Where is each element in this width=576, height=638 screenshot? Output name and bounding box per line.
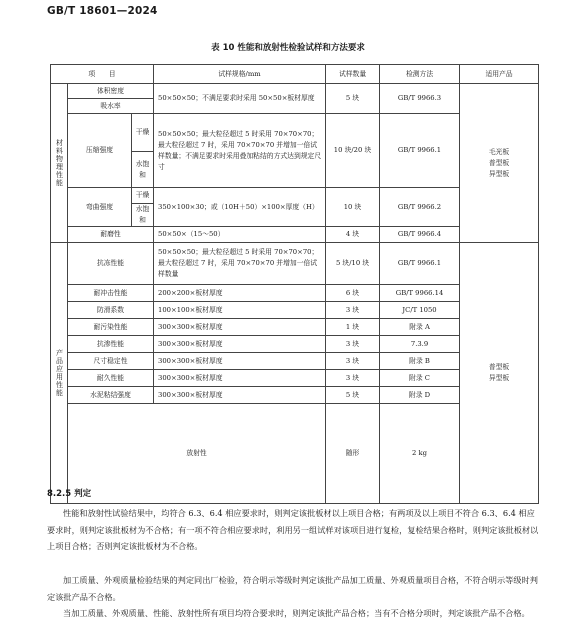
product-label: 异型板 bbox=[488, 169, 510, 178]
table-title: 表 10 性能和放射性检验试样和方法要求 bbox=[211, 43, 365, 53]
method-impact: GB/T 9966.14 bbox=[380, 285, 460, 302]
item-frost: 抗冻性能 bbox=[68, 243, 154, 285]
section-heading: 8.2.5 判定 bbox=[47, 489, 92, 499]
spec-flexural: 350×100×30；或（10H＋50）×100×厚度（H） bbox=[154, 188, 326, 227]
spec-stain: 300×300×板材厚度 bbox=[154, 319, 326, 336]
item-seep: 抗渗性能 bbox=[68, 336, 154, 353]
qty-bond: 5 块 bbox=[326, 387, 380, 404]
item-dimstab: 尺寸稳定性 bbox=[68, 353, 154, 370]
item-absorption: 吸水率 bbox=[68, 99, 154, 114]
products-material bbox=[460, 84, 539, 243]
method-abrasion: GB/T 9966.4 bbox=[380, 227, 460, 243]
qty-abrasion: 4 块 bbox=[326, 227, 380, 243]
qty-impact: 6 块 bbox=[326, 285, 380, 302]
item-radio: 放射性 bbox=[68, 404, 326, 504]
item-density: 体积密度 bbox=[68, 84, 154, 99]
spec-compressive: 50×50×50；最大粒径超过 5 时采用 70×70×70；最大粒径超过 7 时，采用 70×70×70 并增加一倍试样数量；不满足要求时采用叠加粘结的方式达到规定尺寸 bbox=[154, 114, 326, 188]
method-bond: 附录 D bbox=[380, 387, 460, 404]
qty-stain: 1 块 bbox=[326, 319, 380, 336]
paragraph: 性能和放射性试验结果中，均符合 6.3、6.4 相应要求时，则判定该批板材以上项目合格；有两项及以上项目不符合 6.3、6.4 相应要求时，则判定该批板材为不合格；有一项不符合相应要求时，利用另一组试样对该项目进行复检，复检结果合格时，则判定该批板材以上项目合格；否则判定该批板材为不合格。 bbox=[47, 508, 539, 551]
method-flexural: GB/T 9966.2 bbox=[380, 188, 460, 227]
cond-dry: 干燥 bbox=[132, 188, 154, 204]
spec-density: 50×50×50；不满足要求时采用 50×50×板材厚度 bbox=[154, 84, 326, 114]
spec-impact: 200×200×板材厚度 bbox=[154, 285, 326, 302]
product-label: 毛光板 bbox=[488, 147, 510, 156]
product-label: 普型板 bbox=[488, 363, 510, 371]
method-dimstab: 附录 B bbox=[380, 353, 460, 370]
qty-dimstab: 3 块 bbox=[326, 353, 380, 370]
item-flexural: 弯曲强度 bbox=[68, 188, 132, 227]
method-slip: JC/T 1050 bbox=[380, 302, 460, 319]
col-header-products: 适用产品 bbox=[460, 65, 539, 84]
qty-slip: 3 块 bbox=[326, 302, 380, 319]
item-durability: 耐久性能 bbox=[68, 370, 154, 387]
qty-compressive: 10 块/20 块 bbox=[326, 114, 380, 188]
method-compressive: GB/T 9966.1 bbox=[380, 114, 460, 188]
group-application: 产品应用性能 bbox=[51, 243, 68, 504]
table-row bbox=[51, 243, 539, 285]
paragraph: 加工质量、外观质量检验结果的判定同出厂检验，符合明示等级时判定该批产品加工质量、外观质量项目合格，不符合明示等级时判定该批产品不合格。 bbox=[47, 575, 538, 602]
method-frost: GB/T 9966.1 bbox=[380, 243, 460, 285]
spec-dimstab: 300×300×板材厚度 bbox=[154, 353, 326, 370]
method-density: GB/T 9966.3 bbox=[380, 84, 460, 114]
item-stain: 耐污染性能 bbox=[68, 319, 154, 336]
spec-frost: 50×50×50；最大粒径超过 5 时采用 70×70×70；最大粒径超过 7 时，采用 70×70×70 并增加一倍试样数量 bbox=[154, 243, 326, 285]
spec-bond: 300×300×板材厚度 bbox=[154, 387, 326, 404]
col-header-spec: 试样规格/mm bbox=[154, 65, 326, 84]
qty-frost: 5 块/10 块 bbox=[326, 243, 380, 285]
paragraph: 当加工质量、外观质量、性能、放射性所有项目均符合要求时，则判定该批产品合格；当有不合格分项时，判定该批产品不合格。 bbox=[63, 608, 530, 618]
spec-durability: 300×300×板材厚度 bbox=[154, 370, 326, 387]
item-bond: 水泥粘结强度 bbox=[68, 387, 154, 404]
col-header-qty: 试样数量 bbox=[326, 65, 380, 84]
qty-seep: 3 块 bbox=[326, 336, 380, 353]
table-row bbox=[51, 84, 539, 99]
col-header-item: 项 目 bbox=[51, 65, 154, 84]
item-slip: 防滑系数 bbox=[68, 302, 154, 319]
cond-saturated: 水饱和 bbox=[132, 204, 154, 227]
spec-slip: 100×100×板材厚度 bbox=[154, 302, 326, 319]
qty-durability: 3 块 bbox=[326, 370, 380, 387]
group-material: 材料物理性能 bbox=[51, 84, 68, 243]
table-header-row bbox=[51, 65, 539, 84]
product-label: 普型板 bbox=[488, 158, 510, 167]
spec-seep: 300×300×板材厚度 bbox=[154, 336, 326, 353]
spec-abrasion: 50×50×（15～50） bbox=[154, 227, 326, 243]
test-requirements-table bbox=[50, 64, 539, 504]
item-abrasion: 耐磨性 bbox=[68, 227, 154, 243]
qty-flexural: 10 块 bbox=[326, 188, 380, 227]
products-application bbox=[460, 243, 539, 504]
spec-radio: 随形 bbox=[326, 404, 380, 504]
col-header-method: 检测方法 bbox=[380, 65, 460, 84]
method-seep: 7.3.9 bbox=[380, 336, 460, 353]
method-stain: 附录 A bbox=[380, 319, 460, 336]
cond-dry: 干燥 bbox=[132, 114, 154, 152]
method-durability: 附录 C bbox=[380, 370, 460, 387]
qty-radio: 2 kg bbox=[380, 404, 460, 504]
cond-saturated: 水饱和 bbox=[132, 152, 154, 188]
product-label: 异型板 bbox=[488, 374, 510, 382]
item-compressive: 压缩强度 bbox=[68, 114, 132, 188]
qty-density: 5 块 bbox=[326, 84, 380, 114]
item-impact: 耐冲击性能 bbox=[68, 285, 154, 302]
standard-number: GB/T 18601—2024 bbox=[47, 5, 158, 17]
